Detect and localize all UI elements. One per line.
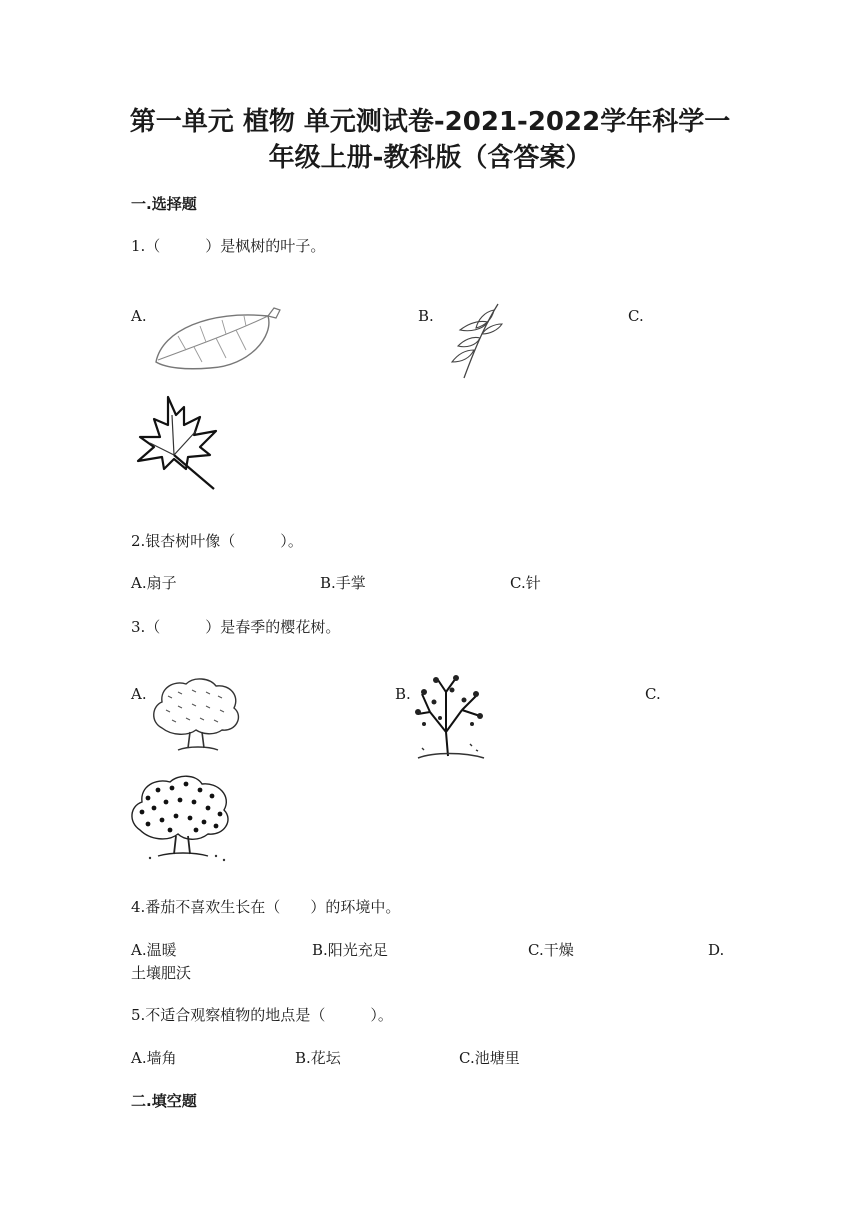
question-5-option-a: A.墙角 bbox=[131, 1049, 177, 1067]
question-5-stem: 5.不适合观察植物的地点是（ ）。 bbox=[131, 1006, 393, 1024]
title-line-1: 第一单元 植物 单元测试卷-2021-2022学年科学一 bbox=[129, 107, 731, 137]
question-3-stem: 3.（ ）是春季的樱花树。 bbox=[131, 618, 341, 636]
question-1-stem: 1.（ ）是枫树的叶子。 bbox=[131, 237, 326, 255]
question-2-option-a: A.扇子 bbox=[131, 574, 177, 592]
sparse-tree-image bbox=[410, 672, 490, 764]
question-4-stem: 4.番茄不喜欢生长在（ ）的环境中。 bbox=[131, 898, 401, 916]
question-3-option-c-label: C. bbox=[645, 685, 661, 703]
document-title bbox=[60, 104, 800, 176]
question-1-option-a-label: A. bbox=[131, 307, 147, 325]
section-heading-fill-blank: 二.填空题 bbox=[131, 1092, 197, 1110]
title-line-2: 年级上册-教科版（含答案） bbox=[268, 143, 592, 173]
question-4-option-d-text: 土壤肥沃 bbox=[131, 964, 192, 982]
blossom-tree-image bbox=[128, 772, 236, 864]
question-1-option-b-label: B. bbox=[418, 307, 434, 325]
question-4-option-b: B.阳光充足 bbox=[312, 941, 388, 959]
question-4-option-d-label: D. bbox=[708, 941, 725, 959]
question-5-option-b: B.花坛 bbox=[295, 1049, 341, 1067]
oval-leaf-image bbox=[150, 300, 285, 375]
maple-leaf-image bbox=[134, 395, 224, 491]
question-1-option-c-label: C. bbox=[628, 307, 644, 325]
outline-tree-image bbox=[148, 676, 244, 758]
question-5-option-c: C.池塘里 bbox=[459, 1049, 520, 1067]
question-2-option-c: C.针 bbox=[510, 574, 541, 592]
question-2-option-b: B.手掌 bbox=[320, 574, 366, 592]
question-3-option-a-label: A. bbox=[131, 685, 147, 703]
question-2-stem: 2.银杏树叶像（ ）。 bbox=[131, 532, 303, 550]
question-4-option-a: A.温暖 bbox=[131, 941, 177, 959]
question-3-option-b-label: B. bbox=[395, 685, 411, 703]
question-4-option-c: C.干燥 bbox=[528, 941, 574, 959]
section-heading-choice: 一.选择题 bbox=[131, 195, 197, 213]
willow-sprig-image bbox=[442, 300, 507, 382]
